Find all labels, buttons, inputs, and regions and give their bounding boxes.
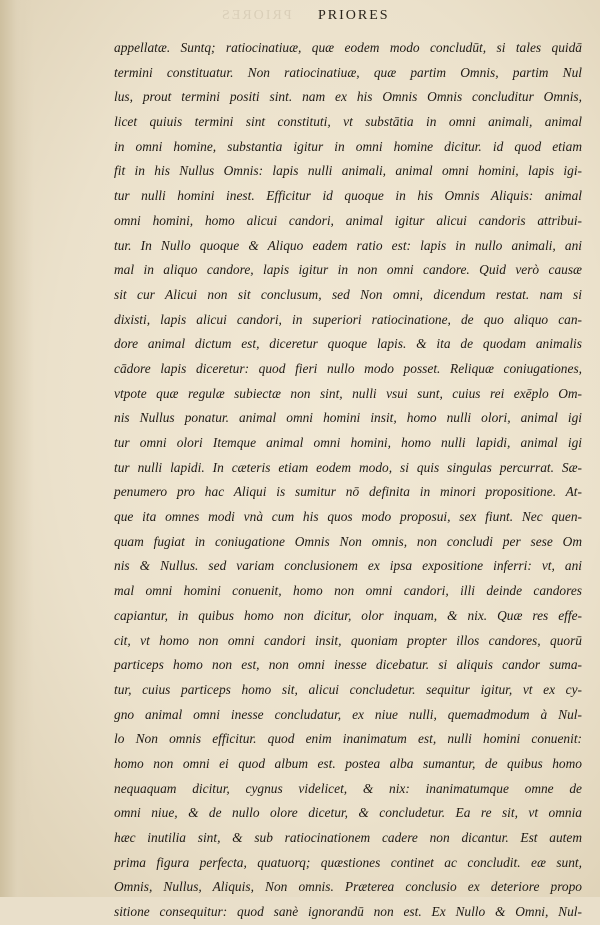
- text-line: nis Nullus ponatur. animal omni homini insit, homo nulli olori, animal igi: [114, 410, 582, 426]
- text-line: tur nulli lapidi. In cæteris etiam eodem modo, si quis singulas percurrat. Sæ-: [114, 459, 582, 475]
- text-line: mal in aliquo candore, lapis igitur in non omni candore. Quid verò causæ: [114, 262, 582, 278]
- text-line: tur, cuius particeps homo sit, alicui concludetur. sequitur igitur, vt ex cy-: [114, 681, 582, 697]
- show-through-heading: PRIORES: [220, 8, 292, 23]
- text-line: Omnis, Nullus, Aliquis, Non omnis. Præterea conclusio ex deteriore propo: [114, 879, 582, 895]
- text-line: appellatæ. Suntq; ratiocinatiuæ, quæ eodem modo concludūt, si tales quidā: [114, 40, 582, 55]
- text-line: prima figura perfecta, quatuorq; quæstiones continet ac concludit. eæ sunt,: [114, 854, 582, 870]
- text-line: lo Non omnis efficitur. quod enim inanimatum est, nulli homini conuenit:: [114, 731, 582, 747]
- text-line: mal omni homini conuenit, homo non omni candori, illi deinde candores: [114, 583, 582, 599]
- text-line: tur omni olori Itemque animal omni homini, homo nulli lapidi, animal igi: [114, 435, 582, 450]
- page-gutter-shadow: [0, 0, 34, 897]
- text-line: omni homini, homo alicui candori, animal igitur alicui candoris attribui-: [114, 212, 582, 228]
- text-line: cit, vt homo non omni candori insit, quoniam propter illos candores, quorū: [114, 632, 582, 648]
- text-line: sitione consequitur: quod sanè ignorandū non est. Ex Nullo & Omni, Nul-: [114, 904, 582, 920]
- text-line: penumero pro hac Aliqui is sumitur nō definita in minori propositione. At-: [114, 484, 582, 500]
- text-line: dixisti, lapis alicui candori, in superiori ratiocinatione, de quo aliquo can-: [114, 311, 582, 327]
- body-text-block: [114, 36, 582, 925]
- text-line: dore animal dictum est, diceretur quoque lapis. & ita de quodam animalis: [114, 336, 582, 352]
- text-line: nequaquam dicitur, cygnus videlicet, & nix: inanimatumque omne de: [114, 780, 582, 796]
- text-line: omni niue, & de nullo olore dicetur, & concludetur. Ea re sit, vt omnia: [114, 805, 582, 821]
- text-line: sit cur Alicui non sit conclusum, sed Non omni, dicendum restat. nam si: [114, 286, 582, 302]
- text-line: cādore lapis diceretur: quod fieri nullo modo posset. Reliquæ coniugationes,: [114, 360, 582, 376]
- text-line: nis & Nullus. sed variam conclusionem ex ipsa expositione inferri: vt, ani: [114, 558, 582, 574]
- text-line: capiantur, in quibus homo non dicitur, olor inquam, & nix. Quæ res effe-: [114, 607, 582, 623]
- text-line: homo non omni ei quod album est. postea alba sumantur, de quibus homo: [114, 755, 582, 771]
- text-line: tur nulli homini inest. Efficitur id quoque in his Omnis Aliquis: animal: [114, 188, 582, 204]
- text-line: que ita omnes modi vnà cum his quos modo proposui, sex fiunt. Nec quen-: [114, 509, 582, 525]
- text-line: particeps homo non est, non omni inesse dicebatur. si aliquis candor suma-: [114, 657, 582, 673]
- text-line: licet quiuis termini sint constituti, vt substātia in omni animali, animal: [114, 114, 582, 130]
- text-line: vtpote quæ regulæ subiectæ non sint, nulli vsui sunt, cuius rei exēplo Om-: [114, 385, 582, 401]
- text-line: gno animal omni inesse concludatur, ex niue nulli, quemadmodum à Nul-: [114, 706, 582, 722]
- text-line: hæc inutilia sint, & sub ratiocinationem cadere non dicantur. Est autem: [114, 830, 582, 845]
- text-line: in omni homine, substantia igitur in omni homine dicitur. id quod etiam: [114, 138, 582, 154]
- running-head: PRIORES: [318, 8, 390, 23]
- text-line: lus, prout termini positi sint. nam ex his Omnis Omnis concluditur Omnis,: [114, 89, 582, 105]
- text-line: quam fugiat in coniugatione Omnis Non omnis, non concludi per sese Om: [114, 533, 582, 549]
- text-line: termini constituatur. Non ratiocinatiuæ, quæ partim Omnis, partim Nul: [114, 64, 582, 80]
- text-line: tur. In Nullo quoque & Aliquo eadem ratio est: lapis in nullo animali, ani: [114, 237, 582, 253]
- text-line: fit in his Nullus Omnis: lapis nulli animali, animal omni homini, lapis igi-: [114, 163, 582, 179]
